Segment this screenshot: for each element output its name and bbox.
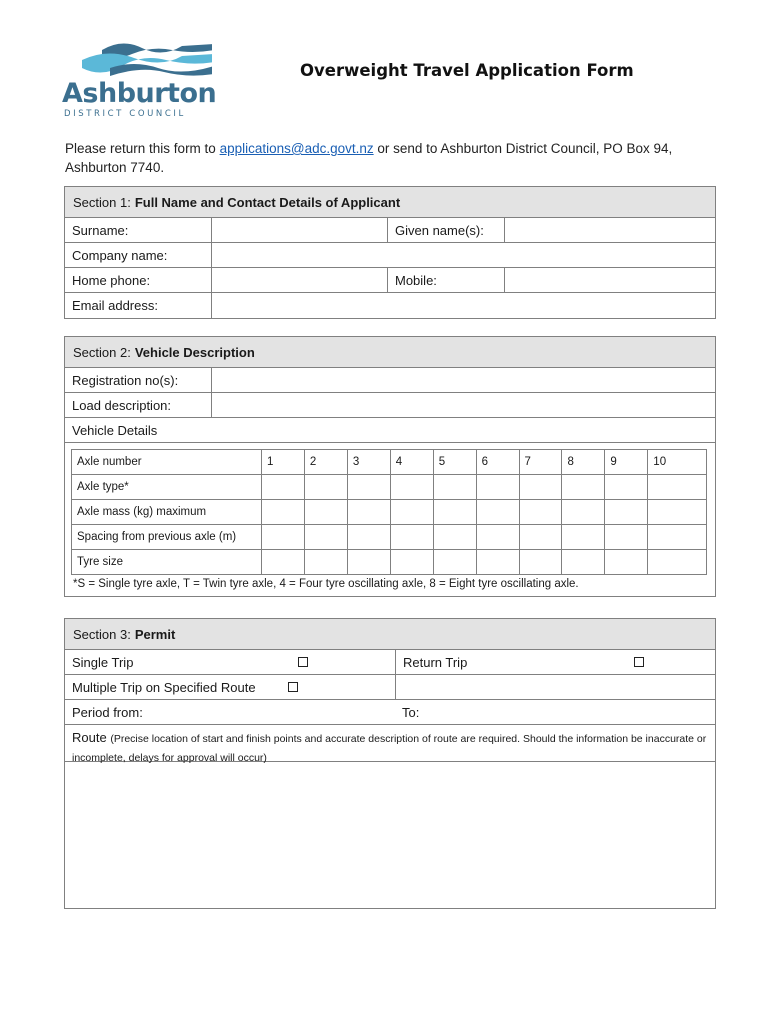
axle-input-cell[interactable] bbox=[390, 550, 433, 575]
section-2-title: Vehicle Description bbox=[134, 344, 255, 360]
home-phone-field[interactable] bbox=[211, 268, 387, 292]
surname-label: Surname: bbox=[72, 222, 129, 238]
axle-input-cell[interactable] bbox=[562, 550, 605, 575]
axle-input-cell[interactable] bbox=[519, 475, 562, 500]
axle-row-label: Axle mass (kg) maximum bbox=[72, 500, 262, 525]
intro-after: or send to Ashburton District Council, PO Box 94, Ashburton 7740. bbox=[65, 141, 673, 175]
route-description bbox=[65, 725, 715, 762]
single-trip-cell[interactable] bbox=[65, 650, 395, 674]
axle-input-cell[interactable] bbox=[347, 550, 390, 575]
axle-input-cell[interactable] bbox=[519, 525, 562, 550]
axle-input-cell[interactable] bbox=[433, 525, 476, 550]
axle-number-cell: 9 bbox=[605, 450, 648, 475]
mobile-label: Mobile: bbox=[387, 268, 504, 292]
single-trip-label: Single Trip bbox=[72, 654, 134, 670]
multiple-trip-row bbox=[65, 675, 715, 700]
axle-input-cell[interactable] bbox=[476, 525, 519, 550]
return-trip-checkbox[interactable] bbox=[634, 657, 644, 667]
email-label: Email address: bbox=[72, 298, 158, 313]
axle-input-cell[interactable] bbox=[262, 525, 305, 550]
axle-input-cell[interactable] bbox=[262, 475, 305, 500]
company-row bbox=[65, 243, 715, 268]
axle-table-row bbox=[72, 550, 707, 575]
section-1-header bbox=[65, 187, 715, 218]
axle-number-cell: 3 bbox=[347, 450, 390, 475]
axle-input-cell[interactable] bbox=[648, 550, 707, 575]
axle-input-cell[interactable] bbox=[347, 500, 390, 525]
axle-input-cell[interactable] bbox=[390, 475, 433, 500]
multiple-trip-cell[interactable] bbox=[65, 675, 395, 699]
home-phone-label: Home phone: bbox=[72, 272, 151, 288]
axle-number-cell: 6 bbox=[476, 450, 519, 475]
axle-input-cell[interactable] bbox=[605, 550, 648, 575]
axle-table-wrap bbox=[65, 443, 715, 596]
load-label: Load description: bbox=[72, 397, 172, 413]
axle-input-cell[interactable] bbox=[304, 550, 347, 575]
axle-input-cell[interactable] bbox=[605, 525, 648, 550]
axle-table-row bbox=[72, 525, 707, 550]
council-logo bbox=[62, 40, 222, 120]
axle-row-label: Axle number bbox=[72, 450, 262, 475]
axle-input-cell[interactable] bbox=[476, 550, 519, 575]
load-field[interactable] bbox=[211, 393, 715, 417]
axle-input-cell[interactable] bbox=[433, 550, 476, 575]
axle-input-cell[interactable] bbox=[562, 500, 605, 525]
section-2 bbox=[64, 336, 716, 597]
axle-number-cell: 4 bbox=[390, 450, 433, 475]
axle-row-label: Axle type* bbox=[72, 475, 262, 500]
axle-input-cell[interactable] bbox=[304, 475, 347, 500]
waves-icon bbox=[62, 40, 212, 78]
axle-input-cell[interactable] bbox=[390, 500, 433, 525]
logo-subtitle: DISTRICT COUNCIL bbox=[64, 109, 186, 119]
axle-input-cell[interactable] bbox=[648, 525, 707, 550]
multiple-trip-checkbox[interactable] bbox=[288, 682, 298, 692]
given-names-field[interactable] bbox=[504, 218, 715, 242]
email-row bbox=[65, 293, 715, 318]
period-to-label[interactable]: To: bbox=[402, 704, 420, 720]
vehicle-details-label: Vehicle Details bbox=[72, 422, 158, 438]
mobile-field[interactable] bbox=[504, 268, 715, 292]
phone-row bbox=[65, 268, 715, 293]
axle-input-cell[interactable] bbox=[390, 525, 433, 550]
axle-input-cell[interactable] bbox=[262, 550, 305, 575]
section-1-title: Full Name and Contact Details of Applicant bbox=[134, 194, 401, 210]
axle-input-cell[interactable] bbox=[476, 475, 519, 500]
axle-input-cell[interactable] bbox=[347, 475, 390, 500]
axle-number-cell: 1 bbox=[262, 450, 305, 475]
registration-row bbox=[65, 368, 715, 393]
axle-input-cell[interactable] bbox=[347, 525, 390, 550]
section-3-prefix: Section 3: bbox=[73, 626, 131, 642]
route-field[interactable] bbox=[65, 762, 715, 908]
given-names-label: Given name(s): bbox=[387, 218, 504, 242]
surname-row bbox=[65, 218, 715, 243]
axle-input-cell[interactable] bbox=[562, 525, 605, 550]
vehicle-details-row bbox=[65, 418, 715, 443]
section-3-title: Permit bbox=[134, 626, 176, 642]
axle-number-cell: 2 bbox=[304, 450, 347, 475]
company-field[interactable] bbox=[211, 243, 715, 267]
section-1-prefix: Section 1: bbox=[73, 194, 131, 210]
email-field[interactable] bbox=[211, 293, 715, 318]
return-trip-label: Return Trip bbox=[403, 654, 468, 670]
axle-number-cell: 8 bbox=[562, 450, 605, 475]
period-from-label[interactable]: Period from: bbox=[72, 704, 143, 720]
axle-table-row bbox=[72, 475, 707, 500]
trip-row bbox=[65, 650, 715, 675]
section-2-prefix: Section 2: bbox=[73, 344, 131, 360]
multiple-trip-label: Multiple Trip on Specified Route bbox=[72, 679, 256, 695]
axle-input-cell[interactable] bbox=[304, 500, 347, 525]
axle-input-cell[interactable] bbox=[433, 500, 476, 525]
axle-number-cell: 5 bbox=[433, 450, 476, 475]
axle-row-label: Spacing from previous axle (m) bbox=[72, 525, 262, 550]
axle-table-row bbox=[72, 500, 707, 525]
email-link[interactable]: applications@adc.govt.nz bbox=[219, 141, 374, 156]
axle-input-cell[interactable] bbox=[476, 500, 519, 525]
logo-wordmark: Ashburton bbox=[62, 78, 217, 109]
single-trip-checkbox[interactable] bbox=[298, 657, 308, 667]
registration-label: Registration no(s): bbox=[72, 372, 179, 388]
axle-type-note: *S = Single tyre axle, T = Twin tyre axle, 4 = Four tyre oscillating axle, 8 = Eight tyre oscillating axle. bbox=[73, 578, 579, 590]
axle-table-row bbox=[72, 450, 707, 475]
load-row bbox=[65, 393, 715, 418]
axle-input-cell[interactable] bbox=[648, 500, 707, 525]
axle-row-label: Tyre size bbox=[72, 550, 262, 575]
form-title: Overweight Travel Application Form bbox=[300, 61, 634, 80]
axle-table bbox=[71, 449, 707, 575]
axle-input-cell[interactable] bbox=[605, 475, 648, 500]
axle-input-cell[interactable] bbox=[519, 500, 562, 525]
company-label: Company name: bbox=[72, 247, 168, 263]
section-3-header bbox=[65, 619, 715, 650]
intro-text bbox=[65, 139, 725, 177]
route-note: (Precise location of start and finish points and accurate description of route are required. Should the information be inaccurate or incomplete, delays for approval will occur) bbox=[72, 733, 707, 764]
period-row bbox=[65, 700, 715, 725]
axle-input-cell[interactable] bbox=[519, 550, 562, 575]
axle-input-cell[interactable] bbox=[562, 475, 605, 500]
axle-input-cell[interactable] bbox=[304, 525, 347, 550]
intro-before: Please return this form to bbox=[65, 141, 220, 156]
route-label: Route bbox=[72, 730, 107, 745]
section-3 bbox=[64, 618, 716, 909]
axle-input-cell[interactable] bbox=[648, 475, 707, 500]
surname-field[interactable] bbox=[211, 218, 387, 242]
section-1 bbox=[64, 186, 716, 319]
axle-number-cell: 10 bbox=[648, 450, 707, 475]
axle-number-cell: 7 bbox=[519, 450, 562, 475]
axle-input-cell[interactable] bbox=[605, 500, 648, 525]
return-trip-cell[interactable] bbox=[395, 650, 715, 674]
section-2-header bbox=[65, 337, 715, 368]
multiple-trip-blank bbox=[395, 675, 715, 699]
registration-field[interactable] bbox=[211, 368, 715, 392]
axle-input-cell[interactable] bbox=[433, 475, 476, 500]
axle-input-cell[interactable] bbox=[262, 500, 305, 525]
